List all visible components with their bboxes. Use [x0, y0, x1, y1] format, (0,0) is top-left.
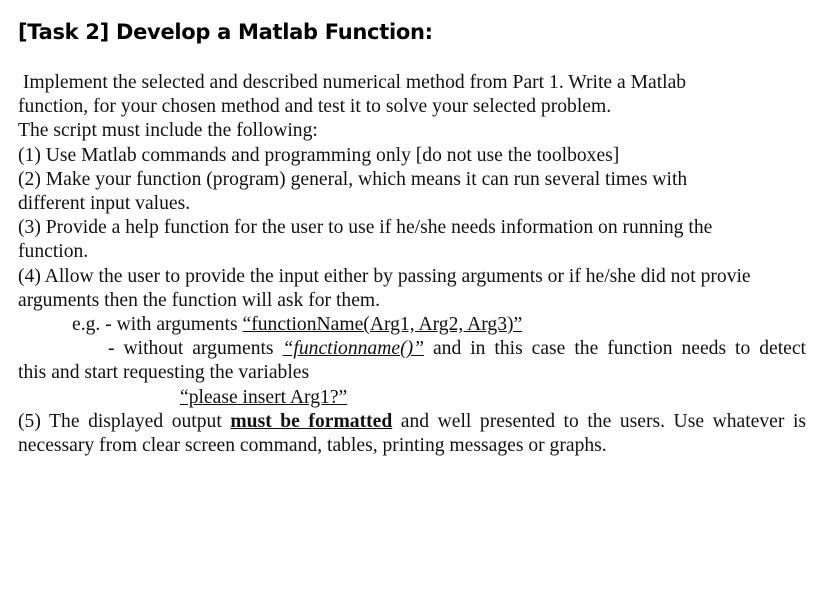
- example-with-code: “functionName(Arg1, Arg2, Arg3)”: [242, 314, 523, 336]
- requirement-2-line-1: (2) Make your function (program) general, which means it can run several times with: [18, 168, 688, 190]
- example-with-prefix: e.g. - with arguments: [72, 314, 243, 336]
- task-body: [18, 71, 806, 458]
- requirement-5-emphasis: must be formatted: [230, 410, 393, 432]
- requirement-4-line-1: (4) Allow the user to provide the input either by passing arguments or if he/she did not provie: [18, 265, 751, 287]
- requirement-1: (1) Use Matlab commands and programming only [do not use the toolboxes]: [18, 144, 620, 166]
- document-page: [18, 17, 806, 458]
- requirement-5-line-2: necessary from clear screen command, tables, printing messages or graphs.: [18, 435, 607, 457]
- requirement-3-line-2: function.: [18, 241, 89, 263]
- example-without-arguments: [18, 337, 806, 361]
- example-without-code: “functionname()”: [282, 338, 425, 360]
- intro-line-2: function, for your chosen method and test it to solve your selected problem.: [18, 96, 612, 118]
- prompt-example: [18, 386, 806, 410]
- requirement-5-prefix: (5) The displayed output: [18, 410, 231, 432]
- requirement-5-line-1: [18, 410, 806, 434]
- example-without-line-2: this and start requesting the variables: [18, 362, 310, 384]
- requirement-2-line-2: different input values.: [18, 193, 191, 215]
- requirement-4-line-2: arguments then the function will ask for them.: [18, 289, 381, 311]
- requirement-3-line-1: (3) Provide a help function for the user to use if he/she needs information on running the: [18, 217, 713, 239]
- intro-line-1: Implement the selected and described numerical method from Part 1. Write a Matlab: [18, 72, 687, 93]
- example-with-arguments: [18, 313, 806, 337]
- example-without-suffix: and in this case the function needs to detect: [424, 338, 806, 360]
- prompt-example-text: “please insert Arg1?”: [180, 386, 348, 408]
- task-heading: [Task 2] Develop a Matlab Function:: [18, 20, 433, 44]
- example-without-prefix: - without arguments: [108, 338, 283, 360]
- script-intro: The script must include the following:: [18, 120, 318, 142]
- requirement-5-suffix: and well presented to the users. Use whatever is: [392, 410, 807, 432]
